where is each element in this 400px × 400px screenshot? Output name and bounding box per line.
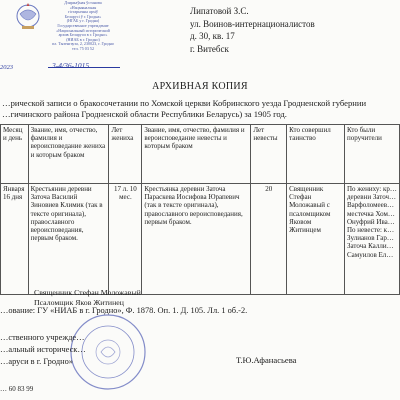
document-intro: …рической записи о бракосочетании по Хомской церкви Кобринского уезда Гродненской губернии …гичинского района Гродненской области Республики Беларусь) за 1905 год. (2, 98, 367, 119)
header-priest: Кто совершил таинство (287, 125, 345, 184)
priest-signature: Священник Стефан Моложавый (34, 288, 141, 297)
cell-date: Января 16 дня (1, 184, 29, 295)
header-bride: Звание, имя, отчество, фамилия и вероисповедание невесты и которым браком (142, 125, 251, 184)
cell-witnesses: По жениху: кр… деревни Заточ… Варфоломеев… местечка Хом… Онуфрий Ива… По невесте: к… Зулианов Гар… Заточа Калли… Самуилов Ел… (345, 184, 400, 295)
registration-number: 3-4/36-1015 (52, 61, 90, 70)
institution-name: Дзяржаўная ўстанова «Нацыянальны гістарычны архіў Беларусі ў г. Гродна» (НГАБ у г. Гродна) Государственное учреждение «Национальный исторический архив Беларуси в г. Гродно» (НИАБ в г. Гродно) пл. Тызенгауза, 2, 230023, г. Гродно тел. 75 03 52 (52, 0, 114, 51)
record-signatures (34, 288, 141, 307)
table-row (1, 184, 400, 295)
header-bride-age: Лет невесты (251, 125, 287, 184)
header-groom-age: Лет жениха (109, 125, 142, 184)
institution-header (0, 0, 120, 78)
header-date: Месяц и день (1, 125, 29, 184)
cell-bride-age: 20 (251, 184, 287, 295)
header-witnesses: Кто были поручители (345, 125, 400, 184)
addressee-house: д. 30, кв. 17 (190, 31, 235, 41)
bottom-institution: …ственного учрежде… …альный историческ… …аруси в г. Гродно» (0, 333, 86, 366)
state-emblem-icon (14, 2, 42, 32)
table-header-row (1, 125, 400, 184)
signer-name: Т.Ю.Афанасьева (236, 355, 297, 365)
cell-groom-age: 17 л. 10 мес. (109, 184, 142, 295)
addressee-city: г. Витебск (190, 43, 229, 54)
cell-bride: Крестьянка деревни Заточа Параскева Иосифова Юрапевич (так в тексте оригинала), православного вероисповедания, первым браком. (142, 184, 251, 295)
cell-priest: Священник Стефан Моложавый с псаломщиком Яковом Житинцем (287, 184, 345, 295)
document-title: АРХИВНАЯ КОПИЯ (152, 81, 248, 92)
archival-source: …ование: ГУ «НИАБ в г. Гродно», Ф. 1878. Оп. 1. Д. 105. Лл. 1 об.-2. (0, 306, 248, 315)
handwritten-date: 2023 (0, 64, 13, 71)
addressee-street: ул. Воинов-интернационалистов (190, 18, 315, 29)
addressee-block (190, 5, 315, 55)
header-groom: Звание, имя, отчество, фамилия и вероисповедание жениха и которым браком (28, 125, 109, 184)
psalmist-signature: Псаломщик Яков Житинец (34, 297, 124, 307)
phone-number: … 60 83 99 (0, 385, 34, 393)
cell-groom: Крестьянин деревни Заточа Василий Зиновиев Климик (так в тексте оригинала), православного вероисповедания, первым браком. (28, 184, 109, 295)
marriage-record-table (0, 124, 400, 295)
addressee-name: Липатовой З.С. (190, 6, 249, 16)
